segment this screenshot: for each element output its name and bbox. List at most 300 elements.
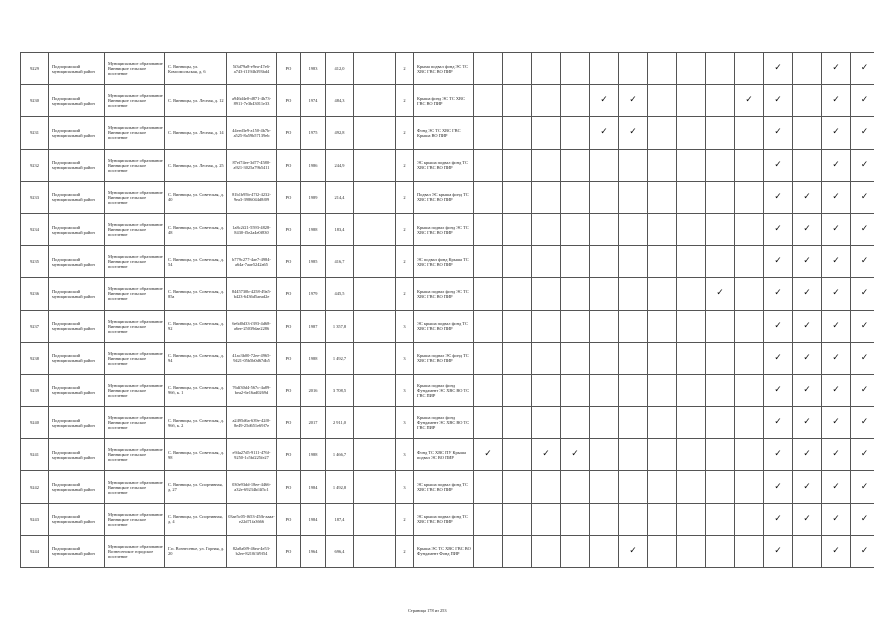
check-cell — [851, 471, 874, 503]
check-cell — [764, 246, 793, 278]
check-cell — [706, 117, 735, 149]
checkmark-icon: ✓ — [832, 449, 840, 460]
check-cell — [822, 117, 851, 149]
check-cell — [619, 535, 648, 567]
district-cell: Подпорожский муниципальный район — [49, 503, 105, 535]
check-cell — [764, 149, 793, 181]
year-cell: 1975 — [301, 117, 326, 149]
check-cell — [764, 407, 793, 439]
check-cell — [677, 85, 706, 117]
check-cell — [851, 503, 874, 535]
year-cell: 1985 — [301, 246, 326, 278]
check-cell — [619, 439, 648, 471]
empty-cell — [354, 213, 396, 245]
check-cell — [793, 342, 822, 374]
settlement-cell: Муниципальное образование Винницкое сельское поселение — [105, 407, 165, 439]
area-cell: 1 357,8 — [326, 310, 354, 342]
year-cell: 2016 — [301, 374, 326, 406]
check-cell — [590, 213, 619, 245]
check-cell — [561, 471, 590, 503]
year-cell: 1984 — [301, 503, 326, 535]
check-cell — [619, 117, 648, 149]
check-cell — [532, 246, 561, 278]
checkmark-icon: ✓ — [860, 63, 869, 74]
checkmark-icon: ✓ — [774, 417, 782, 428]
check-cell — [793, 535, 822, 567]
row-number: 9230 — [21, 85, 49, 117]
table-row — [21, 342, 874, 374]
check-cell — [822, 407, 851, 439]
check-cell — [561, 310, 590, 342]
check-cell — [503, 503, 532, 535]
row-number: 9229 — [21, 53, 49, 85]
uid-cell: 5f3d79a8-e9ea-47e6-a743-f1194b393bd4 — [227, 53, 277, 85]
count-cell: 2 — [396, 181, 414, 213]
table-row — [21, 149, 874, 181]
form-cell: РО — [277, 342, 301, 374]
check-cell — [590, 374, 619, 406]
checkmark-icon: ✓ — [571, 449, 579, 460]
check-cell — [706, 213, 735, 245]
checkmark-icon: ✓ — [860, 288, 869, 299]
check-cell — [822, 535, 851, 567]
empty-cell — [354, 535, 396, 567]
check-cell — [822, 310, 851, 342]
check-cell — [648, 374, 677, 406]
check-cell — [474, 85, 503, 117]
district-cell: Подпорожский муниципальный район — [49, 53, 105, 85]
settlement-cell: Муниципальное образование Винницкое сельское поселение — [105, 503, 165, 535]
row-number: 9238 — [21, 342, 49, 374]
year-cell: 1989 — [301, 181, 326, 213]
check-cell — [793, 246, 822, 278]
checkmark-icon: ✓ — [803, 449, 811, 460]
check-cell — [474, 342, 503, 374]
check-cell — [735, 53, 764, 85]
year-cell: 1988 — [301, 342, 326, 374]
table-row — [21, 181, 874, 213]
form-cell: РО — [277, 149, 301, 181]
empty-cell — [354, 342, 396, 374]
check-cell — [474, 181, 503, 213]
check-cell — [764, 85, 793, 117]
area-cell: 2 911,0 — [326, 407, 354, 439]
checkmark-icon: ✓ — [860, 95, 869, 106]
checkmark-icon: ✓ — [832, 95, 840, 106]
check-cell — [706, 503, 735, 535]
check-cell — [706, 407, 735, 439]
checkmark-icon: ✓ — [860, 191, 869, 202]
year-cell: 1979 — [301, 278, 326, 310]
check-cell — [851, 246, 874, 278]
form-cell: РО — [277, 181, 301, 213]
checkmark-icon: ✓ — [860, 352, 869, 363]
year-cell: 1984 — [301, 471, 326, 503]
check-cell — [764, 503, 793, 535]
check-cell — [677, 471, 706, 503]
check-cell — [561, 213, 590, 245]
address-cell: С. Винницы, ул. Спортивная, д. 27 — [165, 471, 227, 503]
checkmark-icon: ✓ — [803, 481, 811, 492]
form-cell: РО — [277, 213, 301, 245]
district-cell: Подпорожский муниципальный район — [49, 149, 105, 181]
checkmark-icon: ✓ — [832, 513, 840, 524]
settlement-cell: Муниципальное образование Винницкое сельское поселение — [105, 53, 165, 85]
note-cell: Крыша фонд ЭС ТС ХВС ГВС ВО ПИР — [414, 85, 474, 117]
checkmark-icon: ✓ — [860, 449, 869, 460]
form-cell: РО — [277, 407, 301, 439]
note-cell: Крыша подвал фонд ЭС ТС ХВС ГВС ВО ПИР — [414, 213, 474, 245]
check-cell — [793, 181, 822, 213]
check-cell — [561, 278, 590, 310]
checkmark-icon: ✓ — [860, 481, 869, 492]
table-row — [21, 85, 874, 117]
check-cell — [532, 535, 561, 567]
check-cell — [619, 471, 648, 503]
check-cell — [764, 439, 793, 471]
checkmark-icon: ✓ — [860, 513, 869, 524]
check-cell — [503, 181, 532, 213]
table-row — [21, 53, 874, 85]
checkmark-icon: ✓ — [803, 352, 811, 363]
row-number: 9232 — [21, 149, 49, 181]
check-cell — [764, 471, 793, 503]
area-cell: 244,9 — [326, 149, 354, 181]
checkmark-icon: ✓ — [629, 127, 637, 138]
checkmark-icon: ✓ — [774, 256, 782, 267]
check-cell — [822, 246, 851, 278]
checkmark-icon: ✓ — [774, 320, 782, 331]
table-row — [21, 310, 874, 342]
check-cell — [619, 53, 648, 85]
checkmark-icon: ✓ — [860, 320, 869, 331]
table-row — [21, 213, 874, 245]
checkmark-icon: ✓ — [860, 545, 869, 556]
checkmark-icon: ✓ — [774, 224, 782, 235]
check-cell — [793, 439, 822, 471]
check-cell — [793, 213, 822, 245]
row-number: 9235 — [21, 246, 49, 278]
check-cell — [764, 535, 793, 567]
uid-cell: e94a27d5-9111-476f-9250-1c5bf225fe27 — [227, 439, 277, 471]
check-cell — [793, 85, 822, 117]
check-cell — [793, 407, 822, 439]
form-cell: РО — [277, 471, 301, 503]
row-number: 9243 — [21, 503, 49, 535]
note-cell: Крыша подвал фонд ЭС ТС ХВС ГВС ВО ПИР — [414, 278, 474, 310]
check-cell — [851, 149, 874, 181]
settlement-cell: Муниципальное образование Винницкое сельское поселение — [105, 117, 165, 149]
form-cell: РО — [277, 278, 301, 310]
check-cell — [822, 278, 851, 310]
check-cell — [561, 149, 590, 181]
note-cell: Крыма подвал фонд ЭС ТС ХВС ГВС ВО ПИР — [414, 53, 474, 85]
checkmark-icon: ✓ — [600, 127, 608, 138]
check-cell — [706, 535, 735, 567]
checkmark-icon: ✓ — [803, 224, 811, 235]
check-cell — [793, 310, 822, 342]
check-cell — [619, 246, 648, 278]
count-cell: 2 — [396, 149, 414, 181]
address-cell: С. Винницы, ул. Советская, д. 96б, к. 1 — [165, 374, 227, 406]
check-cell — [503, 310, 532, 342]
empty-cell — [354, 149, 396, 181]
check-cell — [532, 181, 561, 213]
check-cell — [677, 149, 706, 181]
check-cell — [532, 85, 561, 117]
check-cell — [561, 503, 590, 535]
table-row — [21, 535, 874, 567]
check-cell — [590, 149, 619, 181]
empty-cell — [354, 439, 396, 471]
check-cell — [503, 278, 532, 310]
uid-cell: 8445730b-4258-49a5-b423-6436d5aead2e — [227, 278, 277, 310]
check-cell — [474, 439, 503, 471]
checkmark-icon: ✓ — [832, 159, 840, 170]
check-cell — [793, 503, 822, 535]
form-cell: РО — [277, 310, 301, 342]
checkmark-icon: ✓ — [860, 224, 869, 235]
check-cell — [648, 117, 677, 149]
district-cell: Подпорожский муниципальный район — [49, 213, 105, 245]
check-cell — [822, 342, 851, 374]
check-cell — [474, 535, 503, 567]
check-cell — [706, 246, 735, 278]
row-number: 9234 — [21, 213, 49, 245]
address-cell: С. Винницы, ул. Спортивная, д. 4 — [165, 503, 227, 535]
address-cell: С. Винницы, ул. Советская, д. 54 — [165, 246, 227, 278]
checkmark-icon: ✓ — [774, 127, 782, 138]
address-cell: С. Винницы, ул. Советская, д. 85а — [165, 278, 227, 310]
form-cell: РО — [277, 374, 301, 406]
check-cell — [677, 278, 706, 310]
check-cell — [648, 278, 677, 310]
check-cell — [706, 310, 735, 342]
check-cell — [793, 53, 822, 85]
checkmark-icon: ✓ — [832, 481, 840, 492]
check-cell — [590, 278, 619, 310]
check-cell — [677, 374, 706, 406]
check-cell — [619, 278, 648, 310]
note-cell: Фонд ТС ХВС ПУ Крыша подвал ЭС ВО ПИР — [414, 439, 474, 471]
check-cell — [764, 278, 793, 310]
check-cell — [822, 181, 851, 213]
form-cell: РО — [277, 85, 301, 117]
check-cell — [590, 246, 619, 278]
check-cell — [648, 310, 677, 342]
checkmark-icon: ✓ — [803, 384, 811, 395]
count-cell: 2 — [396, 117, 414, 149]
note-cell: ЭС крыша подвал фонд ТС ХВС ГВС ВО ПИР — [414, 503, 474, 535]
check-cell — [474, 374, 503, 406]
check-cell — [706, 181, 735, 213]
check-cell — [474, 407, 503, 439]
uid-cell: 030e93dd-18ee-4466-a32e-69234bf4f5c1 — [227, 471, 277, 503]
district-cell: Подпорожский муниципальный район — [49, 407, 105, 439]
check-cell — [590, 503, 619, 535]
count-cell: 2 — [396, 213, 414, 245]
district-cell: Подпорожский муниципальный район — [49, 278, 105, 310]
check-cell — [619, 503, 648, 535]
count-cell: 2 — [396, 503, 414, 535]
checkmark-icon: ✓ — [803, 513, 811, 524]
area-cell: 214,4 — [326, 181, 354, 213]
checkmark-icon: ✓ — [484, 449, 492, 460]
note-cell: Подвал ЭС крыша фонд ТС ХВС ГВС ВО ПИР — [414, 181, 474, 213]
table-row — [21, 117, 874, 149]
area-cell: 484,3 — [326, 85, 354, 117]
check-cell — [561, 117, 590, 149]
count-cell: 3 — [396, 407, 414, 439]
check-cell — [503, 471, 532, 503]
check-cell — [677, 342, 706, 374]
check-cell — [851, 310, 874, 342]
check-cell — [706, 374, 735, 406]
settlement-cell: Муниципальное образование Вознесенское городское поселение — [105, 535, 165, 567]
check-cell — [822, 85, 851, 117]
note-cell: Фонд ЭС ТС ХВС ГВС Крыша ВО ПИР — [414, 117, 474, 149]
check-cell — [677, 213, 706, 245]
note-cell: ЭС крыша подвал фонд ТС ХВС ГВС ВО ПИР — [414, 471, 474, 503]
year-cell: 1988 — [301, 213, 326, 245]
check-cell — [735, 503, 764, 535]
check-cell — [474, 149, 503, 181]
checkmark-icon: ✓ — [832, 63, 840, 74]
row-number: 9236 — [21, 278, 49, 310]
empty-cell — [354, 117, 396, 149]
checkmark-icon: ✓ — [774, 449, 782, 460]
settlement-cell: Муниципальное образование Винницкое сельское поселение — [105, 439, 165, 471]
uid-cell: 44eed3e9-a150-4b7b-a525-8a59b57139eb — [227, 117, 277, 149]
note-cell: ЭС крыша подвал фонд ТС ХВС ГВС ВО ПИР — [414, 310, 474, 342]
check-cell — [822, 439, 851, 471]
checkmark-icon: ✓ — [803, 256, 811, 267]
check-cell — [735, 213, 764, 245]
check-cell — [590, 407, 619, 439]
note-cell: Крыша подвал фонд Фундамент ЭС ХВС ВО ТС ГВС ПИР — [414, 374, 474, 406]
check-cell — [735, 374, 764, 406]
address-cell: С. Винницы, ул. Советская, д. 94 — [165, 342, 227, 374]
address-cell: С. Винницы, ул. Советская, д. 92 — [165, 310, 227, 342]
district-cell: Подпорожский муниципальный район — [49, 310, 105, 342]
settlement-cell: Муниципальное образование Винницкое сельское поселение — [105, 181, 165, 213]
check-cell — [561, 342, 590, 374]
area-cell: 412,0 — [326, 53, 354, 85]
address-cell: С. Винницы, ул. Советская, д. 48 — [165, 213, 227, 245]
check-cell — [793, 471, 822, 503]
count-cell: 3 — [396, 374, 414, 406]
check-cell — [619, 407, 648, 439]
checkmark-icon: ✓ — [832, 288, 840, 299]
checkmark-icon: ✓ — [803, 288, 811, 299]
check-cell — [532, 342, 561, 374]
check-cell — [851, 117, 874, 149]
check-cell — [793, 149, 822, 181]
area-cell: 1 492,8 — [326, 471, 354, 503]
check-cell — [706, 439, 735, 471]
check-cell — [764, 374, 793, 406]
check-cell — [851, 342, 874, 374]
check-cell — [851, 85, 874, 117]
district-cell: Подпорожский муниципальный район — [49, 342, 105, 374]
table-row — [21, 278, 874, 310]
check-cell — [706, 342, 735, 374]
check-cell — [503, 246, 532, 278]
check-cell — [764, 117, 793, 149]
year-cell: 1987 — [301, 310, 326, 342]
check-cell — [677, 53, 706, 85]
check-cell — [590, 471, 619, 503]
row-number: 9241 — [21, 439, 49, 471]
count-cell: 2 — [396, 53, 414, 85]
area-cell: 187,4 — [326, 503, 354, 535]
uid-cell: b779c277-4ae7-4984-a64a-7aae5242a65 — [227, 246, 277, 278]
form-cell: РО — [277, 503, 301, 535]
row-number: 9231 — [21, 117, 49, 149]
check-cell — [735, 342, 764, 374]
check-cell — [851, 53, 874, 85]
check-cell — [590, 310, 619, 342]
check-cell — [822, 503, 851, 535]
checkmark-icon: ✓ — [860, 417, 869, 428]
check-cell — [474, 310, 503, 342]
check-cell — [561, 439, 590, 471]
checkmark-icon: ✓ — [600, 95, 608, 106]
row-number: 9233 — [21, 181, 49, 213]
checkmark-icon: ✓ — [832, 127, 840, 138]
check-cell — [532, 407, 561, 439]
check-cell — [822, 149, 851, 181]
district-cell: Подпорожский муниципальный район — [49, 471, 105, 503]
count-cell: 3 — [396, 439, 414, 471]
check-cell — [648, 149, 677, 181]
check-cell — [532, 53, 561, 85]
check-cell — [590, 342, 619, 374]
checkmark-icon: ✓ — [860, 127, 869, 138]
row-number: 9244 — [21, 535, 49, 567]
checkmark-icon: ✓ — [832, 352, 840, 363]
table-row — [21, 407, 874, 439]
row-number: 9240 — [21, 407, 49, 439]
check-cell — [764, 342, 793, 374]
row-number: 9239 — [21, 374, 49, 406]
check-cell — [706, 278, 735, 310]
check-cell — [474, 246, 503, 278]
check-cell — [503, 439, 532, 471]
check-cell — [648, 213, 677, 245]
table-row — [21, 246, 874, 278]
check-cell — [648, 535, 677, 567]
settlement-cell: Муниципальное образование Винницкое сельское поселение — [105, 213, 165, 245]
checkmark-icon: ✓ — [832, 224, 840, 235]
check-cell — [764, 181, 793, 213]
check-cell — [503, 374, 532, 406]
count-cell: 2 — [396, 278, 414, 310]
check-cell — [590, 53, 619, 85]
checkmark-icon: ✓ — [860, 159, 869, 170]
check-cell — [735, 310, 764, 342]
count-cell: 3 — [396, 471, 414, 503]
checkmark-icon: ✓ — [774, 384, 782, 395]
check-cell — [503, 117, 532, 149]
check-cell — [793, 374, 822, 406]
check-cell — [822, 374, 851, 406]
check-cell — [735, 181, 764, 213]
check-cell — [648, 53, 677, 85]
uid-cell: 76df30d4-567c-4a89-bea2-6e16ad0269d — [227, 374, 277, 406]
check-cell — [532, 374, 561, 406]
check-cell — [793, 117, 822, 149]
